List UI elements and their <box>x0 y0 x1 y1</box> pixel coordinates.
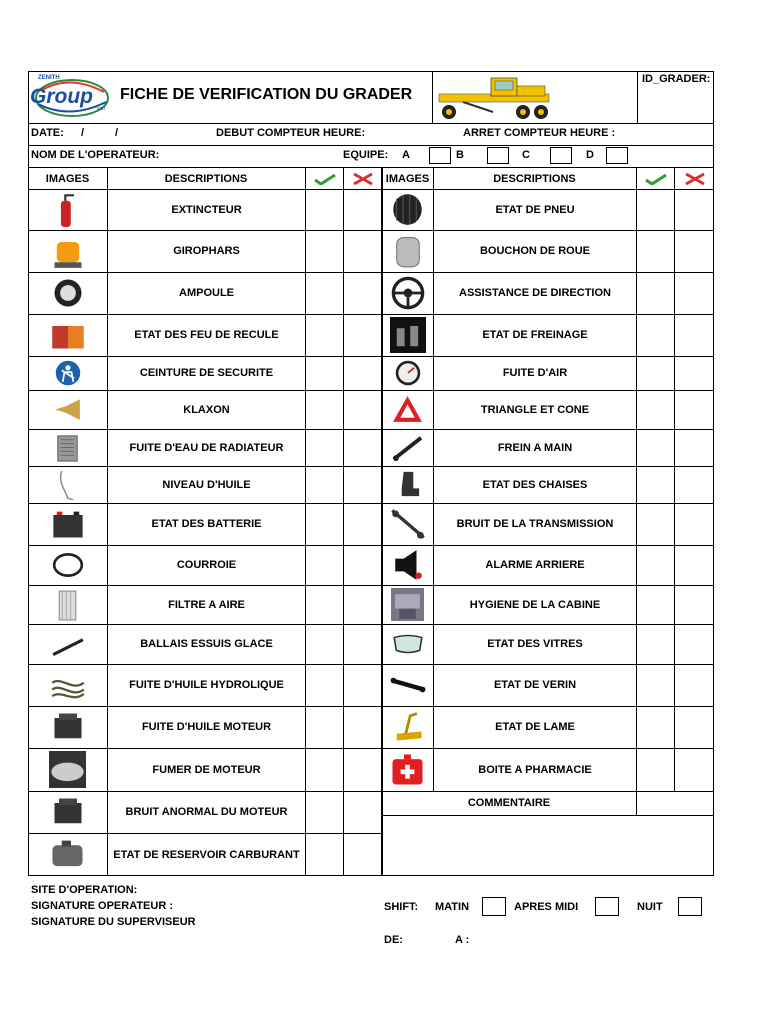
page-title: FICHE DE VERIFICATION DU GRADER <box>120 86 413 103</box>
item-description: NIVEAU D'HUILE <box>162 478 251 491</box>
engine-icon <box>29 707 106 747</box>
seat-icon <box>383 467 432 502</box>
handbrake-icon <box>383 430 432 465</box>
item-description: ETAT DES CHAISES <box>482 478 588 491</box>
fail-check-cell[interactable] <box>675 749 711 790</box>
item-description: KLAXON <box>183 403 230 416</box>
driveshaft-icon <box>383 504 432 544</box>
item-description: FUITE D'EAU DE RADIATEUR <box>129 441 284 454</box>
fail-check-cell[interactable] <box>344 792 380 832</box>
fail-check-cell[interactable] <box>344 834 380 875</box>
beacon-light-icon <box>29 231 106 271</box>
item-description: ETAT DE FREINAGE <box>482 329 588 341</box>
fail-check-cell[interactable] <box>344 273 380 313</box>
ok-check-cell[interactable] <box>637 504 673 544</box>
ok-check-cell[interactable] <box>637 546 673 584</box>
signature-operator-label: SIGNATURE OPERATEUR : <box>31 900 173 912</box>
ok-check-cell[interactable] <box>637 586 673 623</box>
hydraulic-cylinder-icon <box>383 665 432 705</box>
equipe-a-checkbox[interactable] <box>429 147 451 164</box>
item-description: ETAT DES VITRES <box>487 638 583 650</box>
ok-check-cell[interactable] <box>306 665 342 705</box>
ok-check-cell[interactable] <box>637 231 673 271</box>
item-description: FILTRE A AIRE <box>168 598 245 611</box>
ok-check-cell[interactable] <box>306 625 342 663</box>
ok-check-cell[interactable] <box>306 707 342 747</box>
fuel-tank-icon <box>29 834 106 875</box>
ok-check-cell[interactable] <box>306 546 342 584</box>
fail-check-cell[interactable] <box>675 273 711 313</box>
item-description: TRIANGLE ET CONE <box>480 403 590 416</box>
fail-check-cell[interactable] <box>344 467 380 502</box>
equipe-d-checkbox[interactable] <box>606 147 628 164</box>
fail-check-cell[interactable] <box>344 504 380 544</box>
ok-check-cell[interactable] <box>306 273 342 313</box>
ok-check-cell[interactable] <box>637 665 673 705</box>
dipstick-icon <box>29 467 106 502</box>
ok-check-cell[interactable] <box>306 834 342 875</box>
hydraulic-hoses-icon <box>29 665 106 705</box>
fail-check-cell[interactable] <box>344 315 380 355</box>
operator-label: NOM DE L'OPERATEUR: <box>31 149 160 161</box>
item-description: ETAT DE PNEU <box>495 203 575 216</box>
item-description: BRUIT ANORMAL DU MOTEUR <box>125 806 288 818</box>
shift-nuit-label: NUIT <box>637 901 663 913</box>
item-description: COURROIE <box>176 559 237 571</box>
item-description: ETAT DE VERIN <box>493 679 577 691</box>
seatbelt-sign-icon <box>29 357 106 389</box>
ok-check-cell[interactable] <box>637 467 673 502</box>
ok-check-cell[interactable] <box>306 357 342 389</box>
right-descriptions-header: DESCRIPTIONS <box>493 172 576 185</box>
equipe-b-label: B <box>456 149 464 161</box>
ok-check-cell[interactable] <box>637 357 673 389</box>
windshield-icon <box>383 625 432 663</box>
date-label: DATE: <box>31 127 64 139</box>
steering-wheel-icon <box>383 273 432 313</box>
date-separator-2: / <box>115 127 119 139</box>
first-aid-kit-icon <box>383 749 432 790</box>
fail-check-cell[interactable] <box>344 231 380 271</box>
right-cross-icon <box>675 168 714 189</box>
logo-top-text: ZENITH <box>38 75 60 81</box>
item-description: BALLAIS ESSUIS GLACE <box>140 638 273 650</box>
fail-check-cell[interactable] <box>675 586 711 623</box>
item-description: BOITE A PHARMACIE <box>478 763 592 776</box>
blade-icon <box>383 707 432 747</box>
pressure-gauge-icon <box>383 357 432 389</box>
item-description: ETAT DE LAME <box>495 721 575 733</box>
shift-matin-checkbox[interactable] <box>482 897 506 916</box>
ok-check-cell[interactable] <box>637 315 673 355</box>
equipe-c-checkbox[interactable] <box>550 147 572 164</box>
equipe-label: EQUIPE: <box>343 149 389 161</box>
fail-check-cell[interactable] <box>344 546 380 584</box>
engine-noise-icon <box>29 792 106 832</box>
brake-pedals-icon <box>383 315 432 355</box>
item-description: ETAT DES BATTERIE <box>151 518 262 530</box>
item-description: ASSISTANCE DE DIRECTION <box>459 287 611 299</box>
item-description: ETAT DES FEU DE RECULE <box>134 329 279 341</box>
item-description: ALARME ARRIERE <box>485 559 585 571</box>
radiator-icon <box>29 430 106 465</box>
debut-compteur-label: DEBUT COMPTEUR HEURE: <box>216 127 366 139</box>
item-description: GIROPHARS <box>173 245 240 257</box>
equipe-d-label: D <box>586 149 594 161</box>
item-description: AMPOULE <box>179 287 234 299</box>
fail-check-cell[interactable] <box>344 625 380 663</box>
fail-check-cell[interactable] <box>344 430 380 465</box>
ok-check-cell[interactable] <box>637 707 673 747</box>
shift-apres-midi-checkbox[interactable] <box>595 897 619 916</box>
ok-check-cell[interactable] <box>306 749 342 790</box>
equipe-a-label: A <box>402 149 410 161</box>
left-images-header: IMAGES <box>45 172 90 185</box>
left-check-icon <box>306 168 343 189</box>
grader-image <box>433 74 565 122</box>
tail-light-icon <box>29 315 106 355</box>
item-description: BRUIT DE LA TRANSMISSION <box>456 518 614 530</box>
ok-check-cell[interactable] <box>637 391 673 428</box>
ok-check-cell[interactable] <box>306 391 342 428</box>
battery-icon <box>29 504 106 544</box>
de-label: DE: <box>384 934 403 946</box>
alarm-speaker-icon <box>383 546 432 584</box>
left-descriptions-header: DESCRIPTIONS <box>164 172 248 185</box>
fail-check-cell[interactable] <box>675 504 711 544</box>
shift-nuit-checkbox[interactable] <box>678 897 702 916</box>
equipe-b-checkbox[interactable] <box>487 147 509 164</box>
fail-check-cell[interactable] <box>675 391 711 428</box>
fail-check-cell[interactable] <box>344 190 380 229</box>
wiper-blade-icon <box>29 625 106 663</box>
tire-icon <box>383 190 432 229</box>
ok-check-cell[interactable] <box>306 231 342 271</box>
fail-check-cell[interactable] <box>344 586 380 623</box>
ok-check-cell[interactable] <box>306 467 342 502</box>
item-description: BOUCHON DE ROUE <box>479 245 590 257</box>
right-images-header: IMAGES <box>385 172 430 185</box>
left-cross-icon <box>344 168 381 189</box>
fail-check-cell[interactable] <box>675 315 711 355</box>
item-description: FUITE D'HUILE MOTEUR <box>141 721 272 733</box>
item-description: ETAT DE RESERVOIR CARBURANT <box>113 848 300 861</box>
item-description: CEINTURE DE SECURITE <box>139 367 274 379</box>
item-description: FUMER DE MOTEUR <box>152 763 261 776</box>
ok-check-cell[interactable] <box>637 749 673 790</box>
shift-label: SHIFT: <box>384 901 419 913</box>
id-grader-label: ID_GRADER: <box>642 73 711 85</box>
item-description: FUITE D'AIR <box>502 367 568 379</box>
ok-check-cell[interactable] <box>306 430 342 465</box>
smoke-icon <box>29 749 106 790</box>
warning-triangle-icon <box>383 391 432 428</box>
right-check-icon <box>637 168 674 189</box>
fail-check-cell[interactable] <box>675 190 711 229</box>
equipe-c-label: C <box>522 149 530 161</box>
item-description: HYGIENE DE LA CABINE <box>469 598 601 611</box>
fail-check-cell[interactable] <box>675 357 711 389</box>
comment-label: COMMENTAIRE <box>467 797 551 809</box>
fire-extinguisher-icon <box>29 190 106 229</box>
ok-check-cell[interactable] <box>306 586 342 623</box>
logo-main-text: Group <box>30 85 93 108</box>
ok-check-cell[interactable] <box>306 190 342 229</box>
ok-check-cell[interactable] <box>637 273 673 313</box>
fail-check-cell[interactable] <box>675 467 711 502</box>
cabin-icon <box>383 586 432 623</box>
fail-check-cell[interactable] <box>344 749 380 790</box>
fail-check-cell[interactable] <box>344 391 380 428</box>
fail-check-cell[interactable] <box>675 665 711 705</box>
fail-check-cell[interactable] <box>675 625 711 663</box>
ok-check-cell[interactable] <box>306 792 342 832</box>
logo-small-text: sarl <box>97 106 106 112</box>
fail-check-cell[interactable] <box>675 546 711 584</box>
a-label: A : <box>455 934 470 946</box>
date-separator-1: / <box>81 127 85 139</box>
item-description: EXTINCTEUR <box>171 203 242 216</box>
horn-icon <box>29 391 106 428</box>
fail-check-cell[interactable] <box>675 231 711 271</box>
item-description: FUITE D'HUILE HYDROLIQUE <box>129 679 284 691</box>
shift-matin-label: MATIN <box>435 901 470 913</box>
signature-supervisor-label: SIGNATURE DU SUPERVISEUR <box>31 916 196 928</box>
air-filter-icon <box>29 586 106 623</box>
comment-field[interactable] <box>383 816 713 875</box>
fail-check-cell[interactable] <box>675 430 711 465</box>
ok-check-cell[interactable] <box>306 315 342 355</box>
site-operation-label: SITE D'OPERATION: <box>31 884 138 896</box>
belt-icon <box>29 546 106 584</box>
ok-check-cell[interactable] <box>637 190 673 229</box>
ok-check-cell[interactable] <box>637 625 673 663</box>
company-logo <box>30 72 110 120</box>
arret-compteur-label: ARRET COMPTEUR HEURE : <box>463 127 616 139</box>
ok-check-cell[interactable] <box>306 504 342 544</box>
fail-check-cell[interactable] <box>344 707 380 747</box>
shift-apres-midi-label: APRES MIDI <box>514 901 579 913</box>
work-lamp-icon <box>29 273 106 313</box>
wheel-cap-icon <box>383 231 432 271</box>
item-description: FREIN A MAIN <box>497 441 573 454</box>
fail-check-cell[interactable] <box>344 665 380 705</box>
fail-check-cell[interactable] <box>344 357 380 389</box>
ok-check-cell[interactable] <box>637 430 673 465</box>
fail-check-cell[interactable] <box>675 707 711 747</box>
